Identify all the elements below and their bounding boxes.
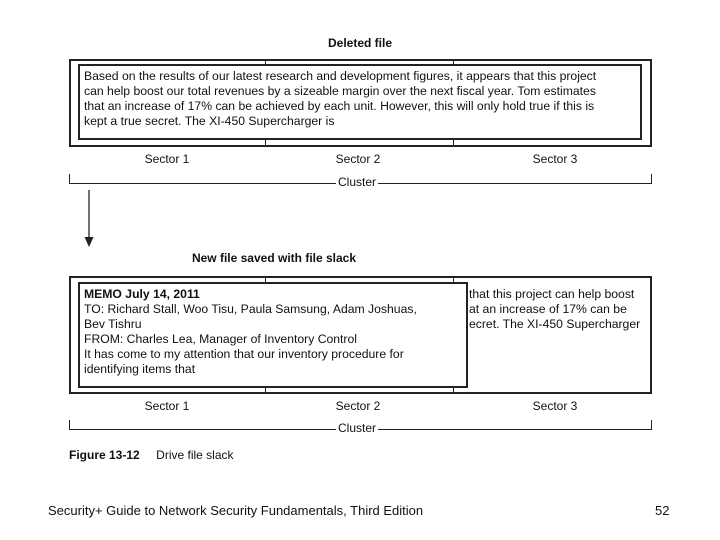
cluster-bracket-left — [69, 174, 70, 183]
cluster-label: Cluster — [338, 421, 377, 435]
memo-line: identifying items that — [84, 362, 196, 376]
text-line: kept a true secret. The XI-450 Supercharger is — [84, 114, 335, 128]
cluster-label: Cluster — [338, 175, 377, 189]
sector-2-label: Sector 2 — [335, 152, 381, 166]
text-line: that an increase of 17% can be achieved by each unit. However, this will only hold true if this is — [84, 99, 595, 113]
sector-3-label: Sector 3 — [532, 152, 578, 166]
cluster-bracket-right — [651, 420, 652, 429]
sector-1-label: Sector 1 — [144, 399, 190, 413]
page-number: 52 — [655, 503, 670, 518]
text-line: can help boost our total revenues by a sizeable margin over the next fiscal year. Tom estimates — [84, 84, 596, 98]
slack-line: that this project can help boost — [469, 287, 635, 301]
figure-caption — [69, 446, 234, 464]
memo-line: TO: Richard Stall, Woo Tisu, Paula Samsung, Adam Joshuas, — [84, 302, 417, 316]
slack-line: ecret. The XI-450 Supercharger — [469, 317, 641, 331]
file-slack-title: New file saved with file slack — [191, 251, 357, 265]
slack-text — [469, 287, 640, 332]
deleted-file-title: Deleted file — [327, 36, 393, 50]
memo-text — [84, 287, 417, 377]
sector-2-label: Sector 2 — [335, 399, 381, 413]
sector-1-label: Sector 1 — [144, 152, 190, 166]
down-arrow-icon — [82, 190, 96, 250]
cluster-bracket-left — [69, 420, 70, 429]
sector-3-label: Sector 3 — [532, 399, 578, 413]
figure-number: Figure 13-12 — [69, 448, 140, 462]
memo-line: It has come to my attention that our inventory procedure for — [84, 347, 404, 361]
book-title: Security+ Guide to Network Security Fundamentals, Third Edition — [48, 503, 424, 518]
memo-heading: MEMO July 14, 2011 — [84, 287, 200, 301]
memo-line: FROM: Charles Lea, Manager of Inventory Control — [84, 332, 357, 346]
figure-caption-text: Drive file slack — [156, 448, 234, 462]
deleted-file-text — [84, 69, 596, 129]
text-line: Based on the results of our latest research and development figures, it appears that this project — [84, 69, 597, 83]
cluster-bracket-right — [651, 174, 652, 183]
memo-line: Bev Tishru — [84, 317, 142, 331]
slack-line: at an increase of 17% can be — [469, 302, 627, 316]
